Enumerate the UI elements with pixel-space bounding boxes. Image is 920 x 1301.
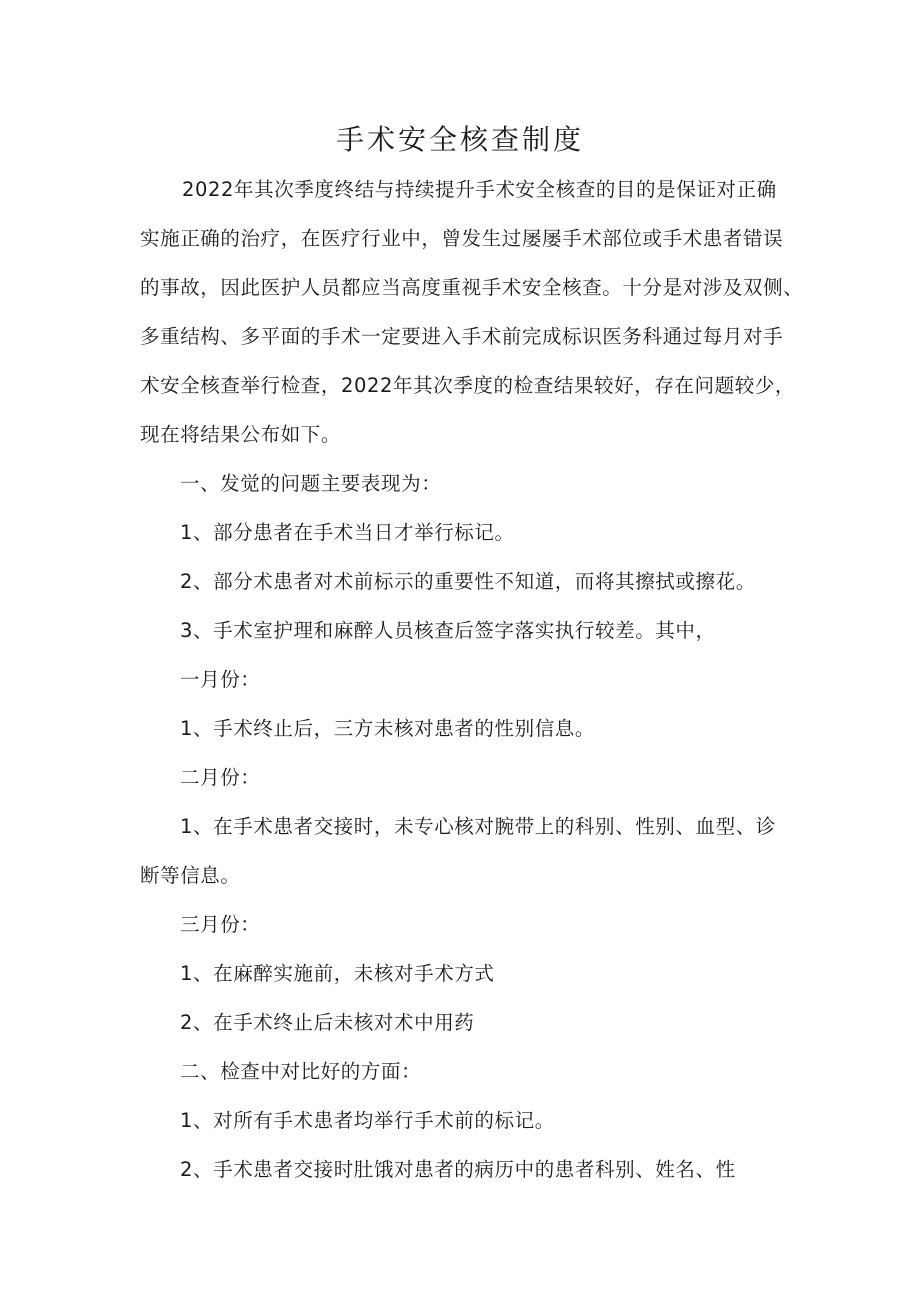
paragraph-line: 2022年其次季度终结与持续提升手术安全核查的目的是保证对正确 bbox=[182, 178, 777, 201]
list-item: 1、对所有手术患者均举行手术前的标记。 bbox=[180, 1109, 555, 1132]
paragraph-line: 术安全核查举行检查，2022年其次季度的检查结果较好，存在问题较少， bbox=[140, 374, 796, 397]
month-label: 三月份： bbox=[180, 913, 261, 936]
section-heading: 二、检查中对比好的方面： bbox=[180, 1060, 422, 1083]
list-item: 1、在手术患者交接时，未专心核对腕带上的科别、性别、血型、诊 bbox=[180, 815, 776, 838]
month-label: 二月份： bbox=[180, 766, 261, 789]
list-item: 1、手术终止后，三方未核对患者的性别信息。 bbox=[180, 717, 596, 740]
list-item: 1、在麻醉实施前，未核对手术方式 bbox=[180, 962, 495, 985]
list-item: 3、手术室护理和麻醉人员核查后签字落实执行较差。其中， bbox=[180, 619, 716, 642]
list-item: 2、在手术终止后未核对术中用药 bbox=[180, 1011, 475, 1034]
section-heading: 一、发觉的问题主要表现为： bbox=[180, 472, 442, 495]
paragraph-line: 多重结构、多平面的手术一定要进入手术前完成标识医务科通过每月对手 bbox=[140, 325, 784, 348]
paragraph-line: 的事故，因此医护人员都应当高度重视手术安全核查。十分是对涉及双侧、 bbox=[140, 276, 804, 299]
month-label: 一月份： bbox=[180, 668, 261, 691]
list-item-continuation: 断等信息。 bbox=[140, 864, 241, 887]
list-item: 2、部分术患者对术前标示的重要性不知道，而将其擦拭或擦花。 bbox=[180, 570, 756, 593]
paragraph-line: 实施正确的治疗，在医疗行业中，曾发生过屡屡手术部位或手术患者错误 bbox=[140, 227, 784, 250]
document-title: 手术安全核查制度 bbox=[335, 123, 584, 156]
list-item: 1、部分患者在手术当日才举行标记。 bbox=[180, 521, 515, 544]
list-item: 2、手术患者交接时肚饿对患者的病历中的患者科别、姓名、性 bbox=[180, 1158, 736, 1181]
paragraph-line: 现在将结果公布如下。 bbox=[140, 423, 342, 446]
